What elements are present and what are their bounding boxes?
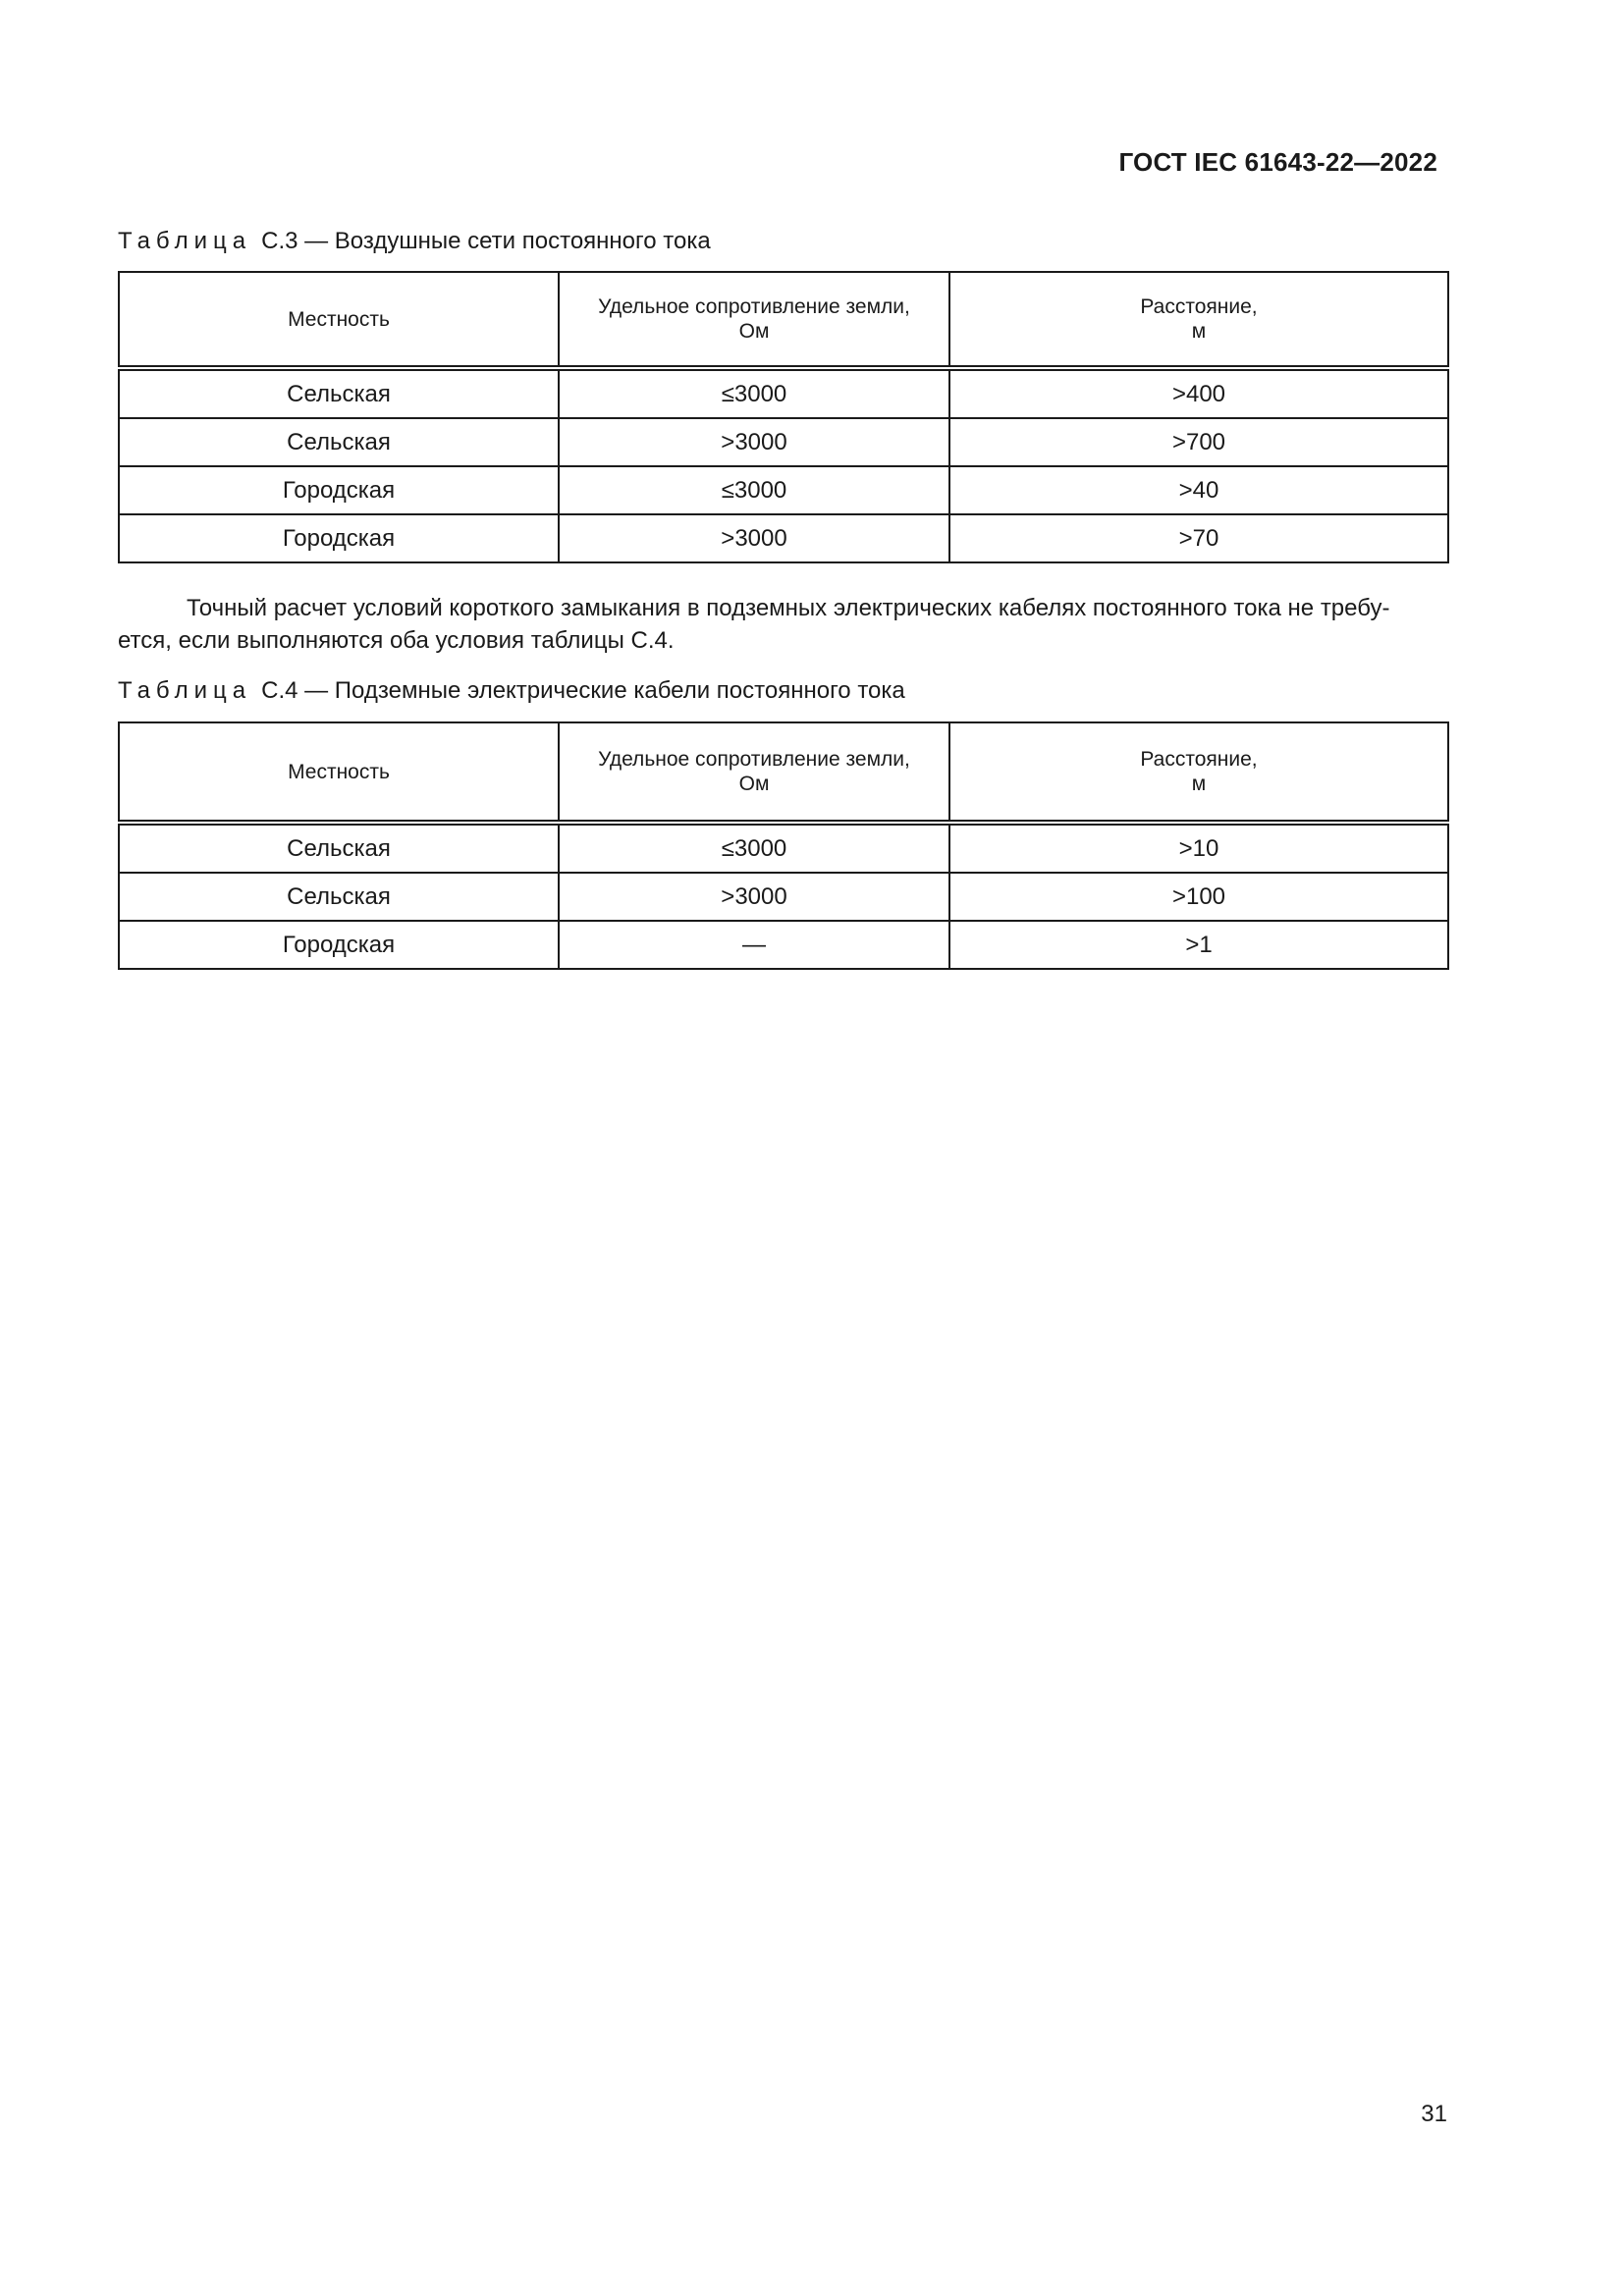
- table-c4-caption-word: Таблица: [118, 677, 252, 704]
- table-cell-resistivity: >3000: [559, 514, 949, 562]
- table-cell-resistivity: ≤3000: [559, 368, 949, 418]
- table-c3-header-distance: Расстояние, м: [949, 272, 1448, 368]
- table-row: [119, 514, 1448, 562]
- table-cell-distance: >100: [949, 873, 1448, 921]
- table-c4-header-resistivity: Удельное сопротивление земли, Ом: [559, 722, 949, 823]
- table-cell-terrain: Сельская: [119, 823, 559, 873]
- table-cell-distance: >400: [949, 368, 1448, 418]
- table-row: [119, 823, 1448, 873]
- body-paragraph: [118, 592, 1447, 657]
- table-cell-terrain: Сельская: [119, 418, 559, 466]
- table-c3-caption: [118, 228, 711, 255]
- table-cell-terrain: Городская: [119, 921, 559, 969]
- table-cell-distance: >1: [949, 921, 1448, 969]
- table-c4: [118, 721, 1449, 970]
- paragraph-line-1: Точный расчет условий короткого замыкания в подземных электрических кабелях постоянного тока не требу-: [187, 595, 1390, 621]
- table-c3-caption-text: С.3 — Воздушные сети постоянного тока: [261, 228, 711, 254]
- table-cell-terrain: Городская: [119, 514, 559, 562]
- table-row: [119, 921, 1448, 969]
- table-cell-distance: >10: [949, 823, 1448, 873]
- table-cell-distance: >700: [949, 418, 1448, 466]
- table-c3-header-resistivity: Удельное сопротивление земли, Ом: [559, 272, 949, 368]
- document-code: ГОСТ IEC 61643-22—2022: [1118, 147, 1437, 177]
- table-cell-resistivity: >3000: [559, 873, 949, 921]
- table-cell-resistivity: —: [559, 921, 949, 969]
- table-cell-terrain: Сельская: [119, 368, 559, 418]
- table-cell-distance: >40: [949, 466, 1448, 514]
- table-row: [119, 418, 1448, 466]
- table-c4-caption-text: С.4 — Подземные электрические кабели постоянного тока: [261, 677, 905, 704]
- table-cell-terrain: Сельская: [119, 873, 559, 921]
- paragraph-line-2: ется, если выполняются оба условия таблицы С.4.: [118, 627, 675, 654]
- table-c3-caption-word: Таблица: [118, 228, 252, 254]
- table-row: [119, 873, 1448, 921]
- table-cell-resistivity: >3000: [559, 418, 949, 466]
- table-cell-terrain: Городская: [119, 466, 559, 514]
- table-cell-resistivity: ≤3000: [559, 466, 949, 514]
- table-c4-header-row: [119, 722, 1448, 823]
- table-c3: [118, 271, 1449, 563]
- table-c4-header-distance: Расстояние, м: [949, 722, 1448, 823]
- table-row: [119, 368, 1448, 418]
- table-c3-header-terrain: Местность: [119, 272, 559, 368]
- page-number: 31: [1421, 2101, 1447, 2127]
- table-cell-resistivity: ≤3000: [559, 823, 949, 873]
- table-c4-caption: [118, 677, 905, 705]
- table-c4-header-terrain: Местность: [119, 722, 559, 823]
- table-cell-distance: >70: [949, 514, 1448, 562]
- table-c3-header-row: [119, 272, 1448, 368]
- table-row: [119, 466, 1448, 514]
